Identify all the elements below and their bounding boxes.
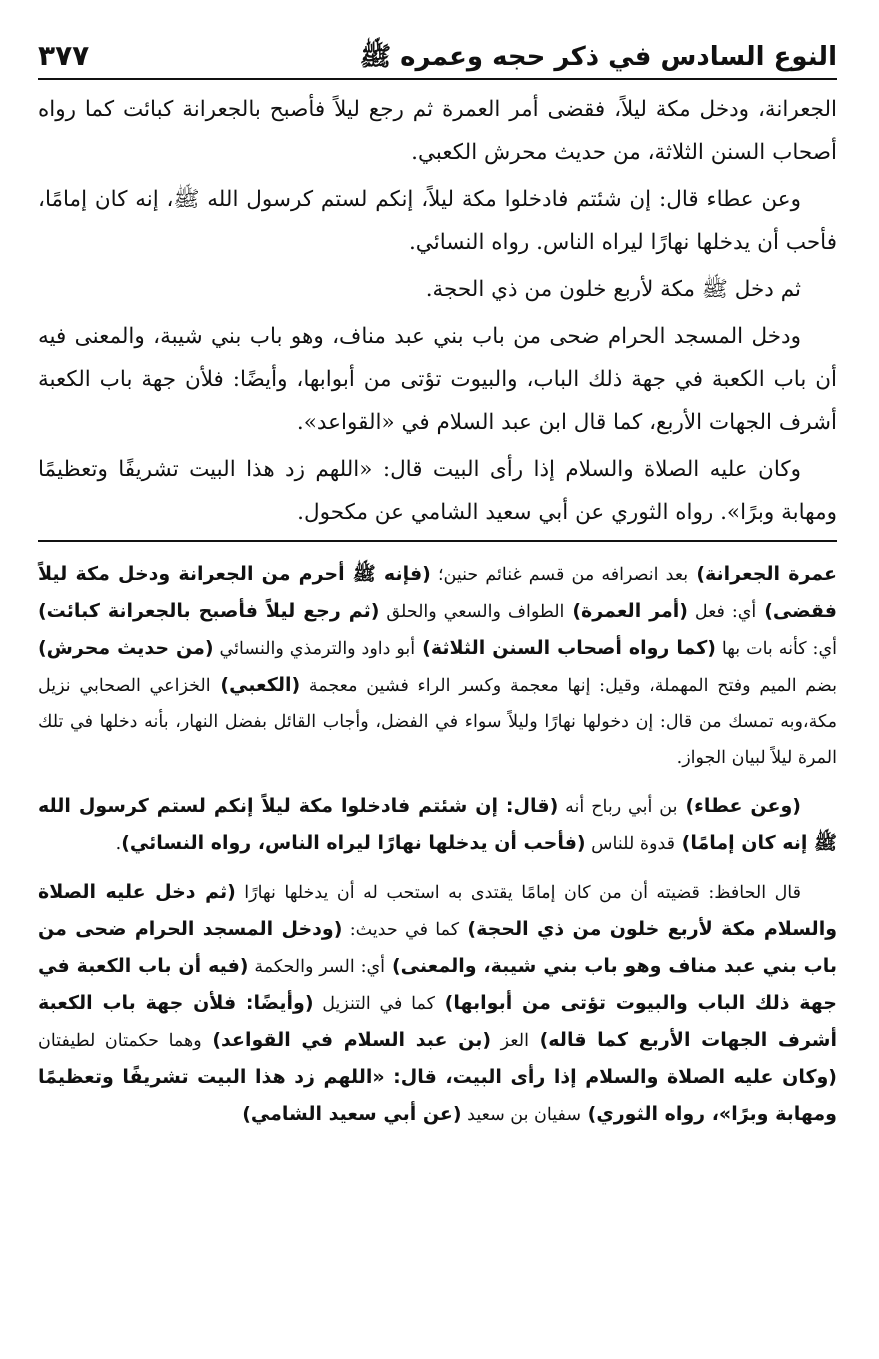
quoted-text: (كما رواه أصحاب السنن الثلاثة) — [415, 637, 716, 659]
explanation-text: بضم الميم وفتح المهملة، وقيل: إنها معجمة وكسر الراء فشين معجمة — [300, 676, 837, 696]
quoted-text: (وأيضًا: فلأن جهة باب الكعبة أشرف الجهات الأربع كما قاله) — [38, 992, 837, 1051]
explanation-text: قال الحافظ: قضيته أن من كان إمامًا يقتدى به استحب له أن يدخلها نهارًا — [235, 883, 802, 903]
explanation-text: وهما حكمتان لطيفتان — [38, 1031, 202, 1051]
explanation-text: أي: فعل — [687, 602, 757, 622]
explanation-text: بعد انصرافه من قسم غنائم حنين؛ — [430, 565, 689, 585]
running-title: النوع السادس في ذكر حجه وعمره ﷺ — [359, 42, 837, 72]
quoted-text: (ثم دخل عليه الصلاة والسلام مكة لأربع خلون من ذي الحجة) — [38, 881, 838, 940]
explanation-text: أبو داود والترمذي والنسائي — [213, 639, 416, 659]
quoted-text: (فأحب أن يدخلها نهارًا ليراه الناس، رواه النسائي) — [121, 832, 586, 854]
explanation-text: أي: السر والحكمة — [248, 957, 386, 977]
quoted-text: (ثم رجع ليلاً فأصبح بالجعرانة كبائت) — [38, 600, 380, 622]
quoted-text: (فإنه ﷺ أحرم من الجعرانة ودخل مكة ليلاً فقضى) — [38, 563, 837, 622]
main-paragraph: ودخل المسجد الحرام ضحى من باب بني عبد مناف، وهو باب بني شيبة، والمعنى فيه أن باب الكعبة في جهة ذلك الباب، والبيوت تؤتى من أبوابها، وأيضًا: فلأن جهة باب الكعبة أشرف الجهات الأربع، كما قال ابن عبد السلام في «القواعد». — [38, 324, 837, 435]
commentary — [38, 556, 837, 1133]
explanation-text: . — [115, 834, 122, 854]
quoted-text: (وعن عطاء) — [677, 795, 801, 817]
main-paragraph: وعن عطاء قال: إن شئتم فادخلوا مكة ليلاً، إنكم لستم كرسول الله ﷺ، إنه كان إمامًا، فأحب أن يدخلها نهارًا ليراه الناس. رواه النسائي. — [38, 187, 837, 255]
main-paragraph: الجعرانة، ودخل مكة ليلاً، فقضى أمر العمرة ثم رجع ليلاً فأصبح بالجعرانة كبائت كما رواه أصحاب السنن الثلاثة، من حديث محرش الكعبي. — [38, 97, 837, 165]
quoted-text: (الكعبي) — [210, 674, 301, 696]
quoted-text: (وكان عليه الصلاة والسلام إذا رأى البيت، قال: «اللهم زد هذا البيت تشريفًا وتعظيمًا ومهابة وبرًا»، رواه الثوري) — [38, 1066, 837, 1125]
explanation-text: الطواف والسعي والحلق — [379, 602, 565, 622]
main-paragraph: ثم دخل ﷺ مكة لأربع خلون من ذي الحجة. — [425, 277, 801, 302]
page-header — [38, 30, 837, 80]
quoted-text: (أمر العمرة) — [564, 600, 688, 622]
page-number: ٣٧٧ — [38, 39, 90, 72]
explanation-text: قدوة للناس — [585, 834, 676, 854]
quoted-text: (ودخل المسجد الحرام ضحى من باب بني عبد مناف وهو باب بني شيبة، والمعنى) — [38, 918, 837, 977]
explanation-text: سفيان بن سعيد — [461, 1105, 582, 1125]
quoted-text: (من حديث محرش) — [38, 637, 214, 659]
footnote-divider — [38, 540, 837, 542]
quoted-text: (عن أبي سعيد الشامي) — [242, 1103, 462, 1125]
explanation-text: العز — [491, 1031, 529, 1051]
explanation-text: أي: كأنه بات بها — [715, 639, 838, 659]
main-text — [38, 88, 837, 534]
quoted-text: عمرة الجعرانة) — [688, 563, 837, 585]
explanation-text: كما في التنزيل — [313, 994, 435, 1014]
main-paragraph: وكان عليه الصلاة والسلام إذا رأى البيت قال: «اللهم زد هذا البيت تشريفًا وتعظيمًا ومهابة وبرًا». رواه الثوري عن أبي سعيد الشامي عن مكحول. — [38, 457, 837, 525]
commentary-paragraph — [38, 874, 837, 1133]
explanation-text: بن أبي رباح أنه — [558, 797, 678, 817]
explanation-text: الخزاعي الصحابي نزيل مكة،وبه تمسك من قال: إن دخولها نهارًا وليلاً سواء في الفضل، وأجاب القائل بفضل النهار، بأنه دخلها في تلك المرة ليلاً لبيان الجواز. — [38, 676, 837, 768]
quoted-text: (فيه أن باب الكعبة في جهة ذلك الباب والبيوت تؤتى من أبوابها) — [38, 955, 837, 1014]
quoted-text: (بن عبد السلام في القواعد) — [201, 1029, 492, 1051]
explanation-text: كما في حديث: — [342, 920, 460, 940]
commentary-paragraph — [38, 788, 837, 862]
commentary-paragraph — [38, 556, 837, 776]
quoted-text: (قال: إن شئتم فادخلوا مكة ليلاً إنكم لستم كرسول الله ﷺ إنه كان إمامًا) — [38, 795, 837, 854]
